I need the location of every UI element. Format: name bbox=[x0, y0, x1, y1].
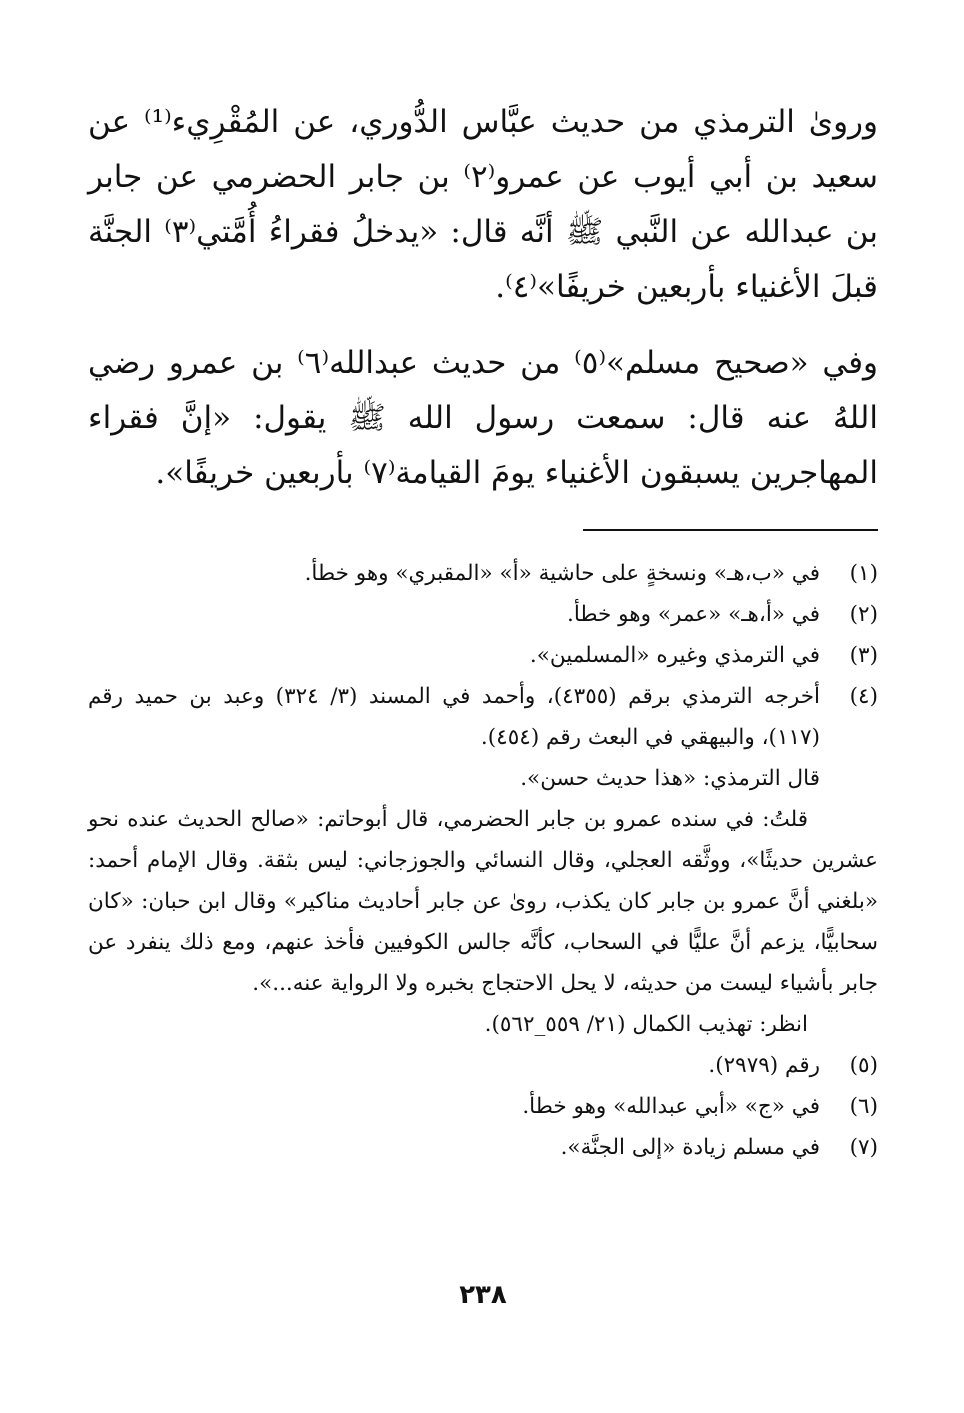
book-page bbox=[88, 95, 878, 1413]
footnote-number: (٥) bbox=[849, 1053, 878, 1078]
footnote-number: (٤) bbox=[849, 684, 878, 709]
footnote-5 bbox=[88, 1045, 878, 1086]
footnote-4-reference: انظر: تهذيب الكمال (٢١/ ٥٥٩_٥٦٢). bbox=[484, 1012, 808, 1037]
footnote-text: رقم (٢٩٧٩). bbox=[708, 1053, 820, 1078]
footnote-text: في «ج» «أبي عبدالله» وهو خطأ. bbox=[522, 1094, 820, 1119]
footnote-text: في مسلم زيادة «إلى الجنَّة». bbox=[560, 1135, 820, 1160]
footnote-4-tirmidhi-quote: قال الترمذي: «هذا حديث حسن». bbox=[520, 766, 820, 791]
footnote-number: (٦) bbox=[849, 1094, 878, 1119]
footnote-6 bbox=[88, 1086, 878, 1127]
footnote-1 bbox=[88, 553, 878, 594]
footnote-2 bbox=[88, 594, 878, 635]
footnote-number: (٧) bbox=[849, 1135, 878, 1160]
footnote-text: في «ب،هـ» ونسخةٍ على حاشية «أ» «المقبري» وهو خطأ. bbox=[304, 561, 820, 586]
main-paragraph-2: وفي «صحيح مسلم»⁽٥⁾ من حديث عبدالله⁽٦⁾ بن عمرو رضي اللهُ عنه قال: سمعت رسول الله ﷺ يقول: «إنَّ فقراء المهاجرين يسبقون الأغنياء يومَ القيامة⁽٧⁾ بأربعين خريفًا». bbox=[88, 345, 879, 491]
footnote-number: (١) bbox=[849, 561, 878, 586]
footnote-4 bbox=[88, 676, 878, 758]
footnote-number: (٣) bbox=[849, 643, 878, 668]
footnote-text: في «أ،هـ» «عمر» وهو خطأ. bbox=[567, 602, 820, 627]
footnote-7 bbox=[88, 1127, 878, 1168]
page-number: ٢٣٨ bbox=[459, 1280, 507, 1310]
main-paragraph-1: وروىٰ الترمذي من حديث عبَّاس الدُّوري، عن المُقْرِيء⁽¹⁾ عن سعيد بن أبي أيوب عن عمرو⁽٢⁾ بن جابر الحضرمي عن جابر بن عبدالله عن النَّبي ﷺ أنَّه قال: «يدخلُ فقراءُ أُمَّتي⁽٣⁾ الجنَّة قبلَ الأغنياء بأربعين خريفًا»⁽٤⁾. bbox=[88, 104, 878, 305]
footnotes-section bbox=[88, 553, 878, 1168]
footnote-4-commentary: قلتُ: في سنده عمرو بن جابر الحضرمي، قال أبوحاتم: «صالح الحديث عنده نحو عشرين حديثًا»، ووثَّقه العجلي، وقال النسائي والجوزجاني: ليس بثقة. وقال الإمام أحمد: «بلغني أنَّ عمرو بن جابر كان يكذب، روىٰ عن جابر أحاديث مناكير» وقال ابن حبان: «كان سحابيًّا، يزعم أنَّ عليًّا في السحاب، كأنَّه جالس الكوفيين فأخذ عنهم، ومع ذلك ينفرد عن جابر بأشياء ليست من حديثه، لا يحل الاحتجاج بخبره ولا الرواية عنه...». bbox=[88, 807, 878, 996]
footnote-separator bbox=[583, 529, 878, 531]
footnote-text: أخرجه الترمذي برقم (٤٣٥٥)، وأحمد في المسند (٣/ ٣٢٤) وعبد بن حميد رقم (١١٧)، والبيهقي في البعث رقم (٤٥٤). bbox=[88, 684, 820, 750]
footnote-3 bbox=[88, 635, 878, 676]
footnote-text: في الترمذي وغيره «المسلمين». bbox=[529, 643, 820, 668]
footnote-number: (٢) bbox=[849, 602, 878, 627]
